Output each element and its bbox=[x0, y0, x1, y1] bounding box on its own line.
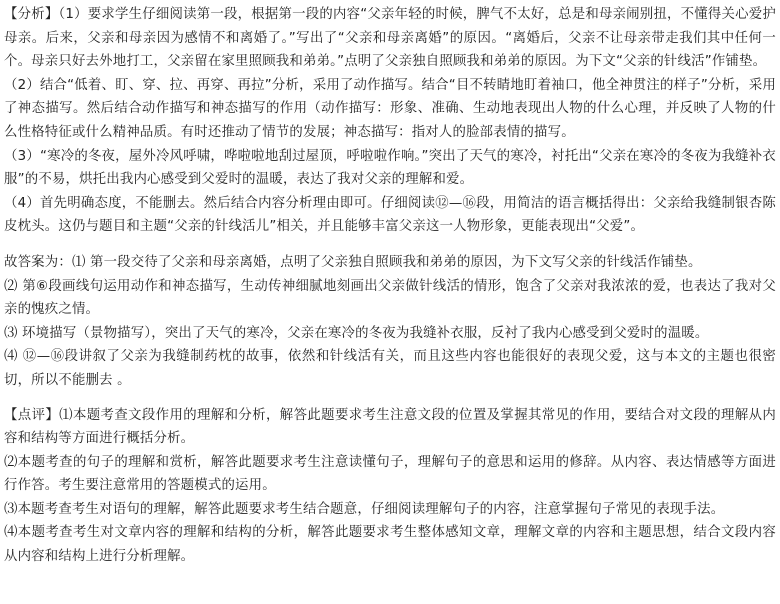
comment-paragraph-1: 【点评】⑴本题考查文段作用的理解和分析，解答此题要求考生注意文段的位置及掌握其常见的作用，要结合对文段的理解从内容和结构等方面进行概括分析。 bbox=[4, 407, 776, 447]
comment-paragraph-3: ⑶本题考查考生对语句的理解，解答此题要求考生结合题意，仔细阅读理解句子的内容，注意掌握句子常见的表现手法。 bbox=[4, 501, 725, 517]
analysis-paragraph-1: 【分析】（1）要求学生仔细阅读第一段，根据第一段的内容“父亲年轻的时候，脾气不太好，总是和母亲闹别扭，不懂得关心爱护母亲。后来，父亲和母亲因为感情不和离婚了。”写出了“父亲和母亲离婚”的原因。“离婚后，父亲不让母亲带走我们其中任何一个。母亲只好去外地打工，父亲留在家里照顾我和弟弟。”点明了父亲独自照顾我和弟弟的原因。为下文“父亲的针线活”作铺垫。 bbox=[4, 7, 776, 70]
answer-section bbox=[4, 251, 776, 393]
analysis-section bbox=[4, 3, 776, 239]
comment-paragraph-2: ⑵本题考查的句子的理解和赏析，解答此题要求考生注意读懂句子，理解句子的意思和运用的修辞。从内容、表达情感等方面进行作答。考生要注意常用的答题模式的运用。 bbox=[4, 454, 776, 494]
answer-paragraph-3: ⑶ 环境描写（景物描写），突出了天气的寒冷，父亲在寒冷的冬夜为我缝补衣服，反衬了我内心感受到父爱时的温暖。 bbox=[4, 325, 709, 341]
section-gap bbox=[4, 393, 776, 404]
answer-paragraph-4: ⑷ ⑫—⑯段讲叙了父亲为我缝制药枕的故事，依然和针线活有关，而且这些内容也能很好的表现父爱，这与本文的主题也很密切，所以不能删去 。 bbox=[4, 349, 776, 388]
comment-section bbox=[4, 404, 776, 569]
analysis-paragraph-4: （4）首先明确态度，不能删去。然后结合内容分析理由即可。仔细阅读⑫—⑯段，用简洁的语言概括得出：父亲给我缝制银杏陈皮枕头。这仍与题目和主题“父亲的针线活儿”相关，并且能够丰富父亲这一人物形象，更能表现出“父爱”。 bbox=[4, 195, 776, 235]
section-gap bbox=[4, 239, 776, 251]
analysis-paragraph-2: （2）结合“低着、盯、穿、拉、再穿、再拉”分析，采用了动作描写。结合“目不转睛地盯着袖口，他全神贯注的样子”分析，采用了神态描写。然后结合动作描写和神态描写的作用（动作描写：形象、准确、生动地表现出人物的什么心理，并反映了人物的什么性格特征或什么精神品质。有时还推动了情节的发展；神态描写：指对人的脸部表情的描写。 bbox=[4, 77, 776, 140]
answer-paragraph-2: ⑵ 第⑥段画线句运用动作和神态描写，生动传神细腻地刻画出父亲做针线活的情形，饱含了父亲对我浓浓的爱，也表达了我对父亲的愧疚之情。 bbox=[4, 278, 776, 318]
analysis-paragraph-3: （3）“寒冷的冬夜，屋外冷风呼啸，哗啦啦地刮过屋顶，呼啦啦作响。”突出了天气的寒冷，衬托出“父亲在寒冷的冬夜为我缝补衣服”的不易，烘托出我内心感受到父爱时的温暖，表达了我对父亲的理解和爱。 bbox=[4, 148, 776, 188]
answer-paragraph-1: 故答案为：⑴ 第一段交待了父亲和母亲离婚，点明了父亲独自照顾我和弟弟的原因，为下文写父亲的针线活作铺垫。 bbox=[4, 254, 702, 270]
comment-paragraph-4: ⑷本题考查考生对文章内容的理解和结构的分析，解答此题要求考生整体感知文章，理解文章的内容和主题思想，结合文段内容从内容和结构上进行分析理解。 bbox=[4, 525, 776, 565]
